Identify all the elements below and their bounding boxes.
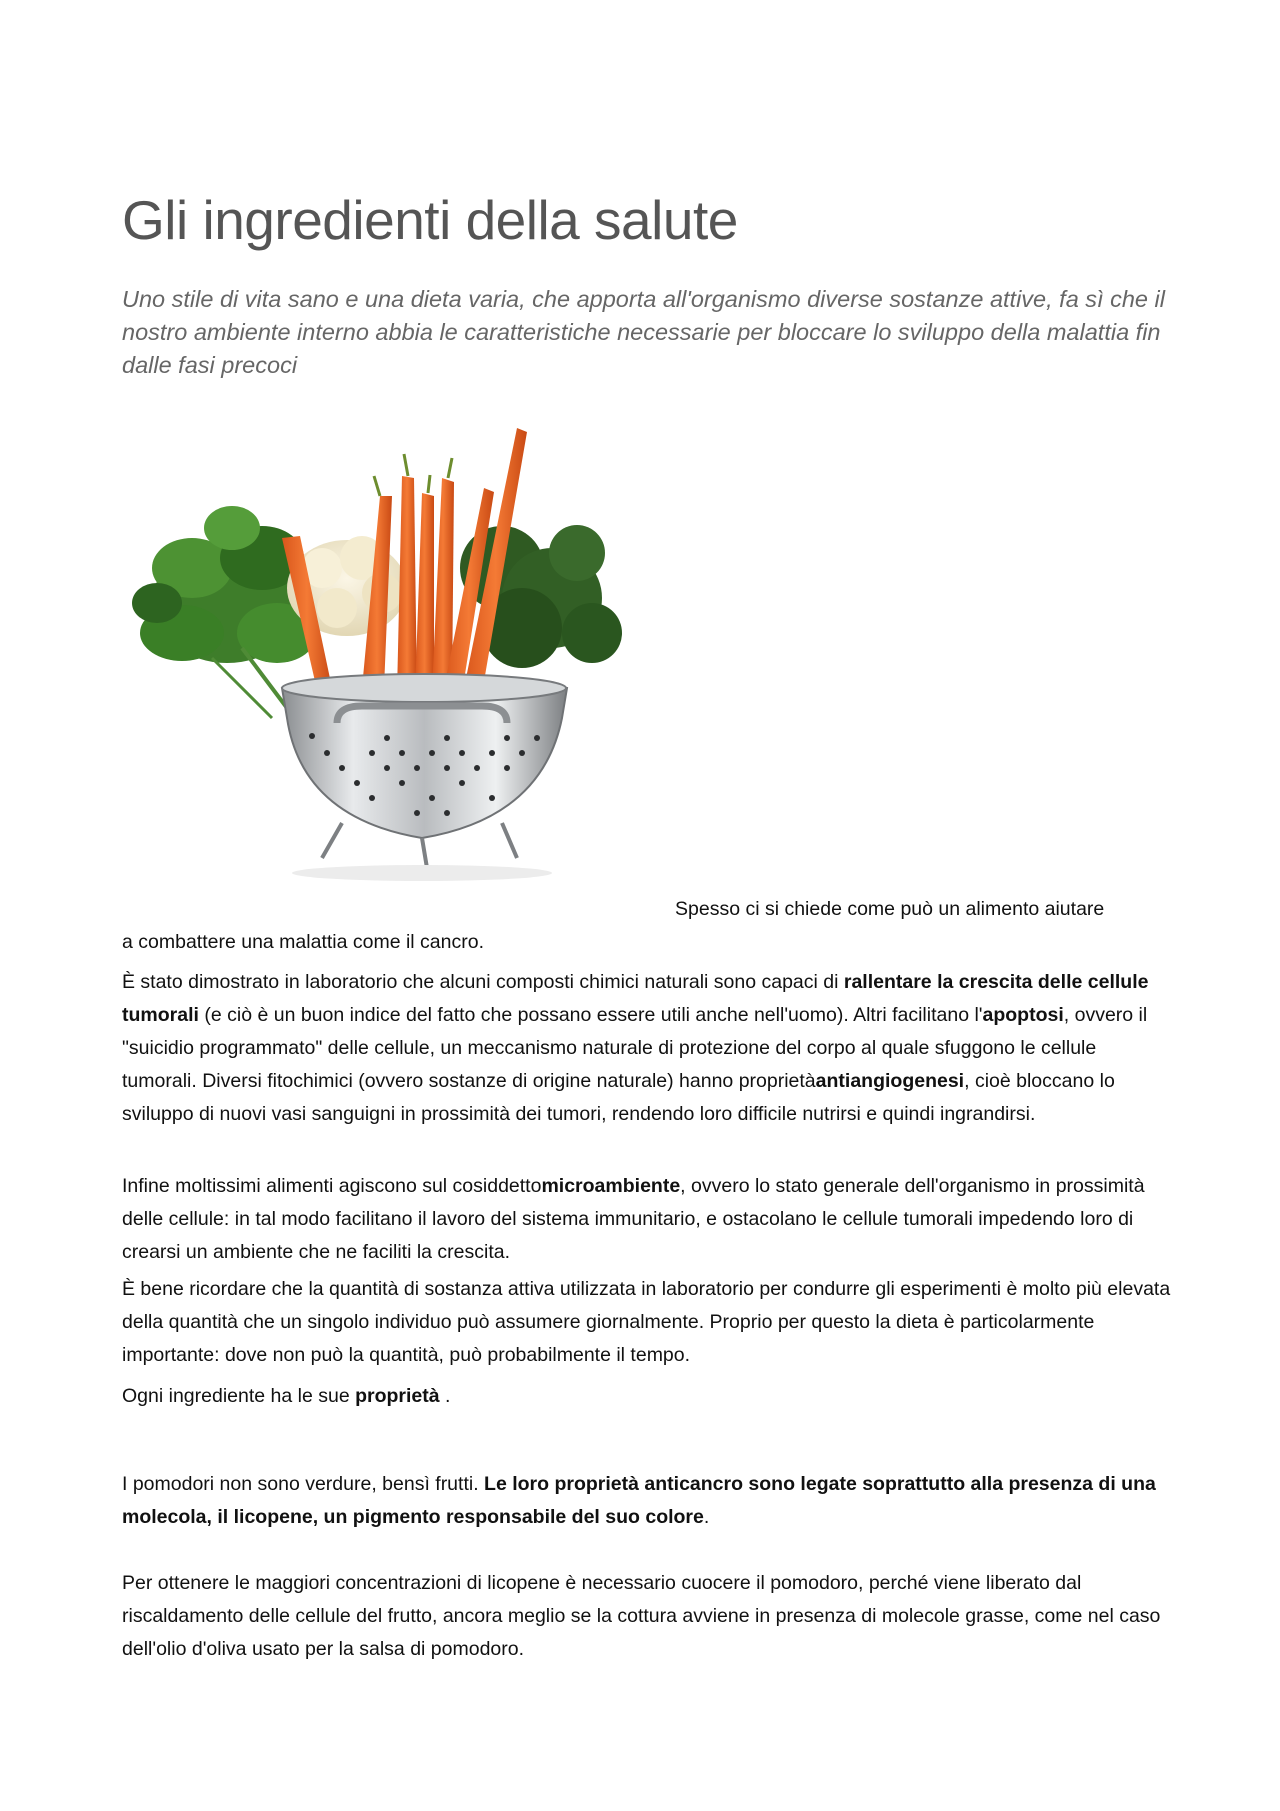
colander-icon bbox=[282, 674, 567, 881]
paragraph-5: I pomodori non sono verdure, bensì frutti. Le loro proprietà anticancro sono legate soprattutto alla presenza di una molecola, il licopene, un pigmento responsabile del suo colore. bbox=[122, 1473, 1156, 1528]
paragraph-4: Ogni ingrediente ha le sue proprietà . bbox=[122, 1385, 451, 1407]
paragraph-6: Per ottenere le maggiori concentrazioni di licopene è necessario cuocere il pomodoro, perché viene liberato dal riscaldamento delle cellule del frutto, ancora meglio se la cottura avviene in presenza di molecole grasse, come nel caso dell'olio d'oliva usato per la salsa di pomodoro. bbox=[122, 1572, 1161, 1660]
paragraph-2: Infine moltissimi alimenti agiscono sul cosiddettomicroambiente, ovvero lo stato generale dell'organismo in prossimità delle cellule: in tal modo facilitano il lavoro del sistema immunitario, e ostacolano le cellule tumorali impedendo loro di crearsi un ambiente che ne faciliti la crescita. bbox=[122, 1175, 1145, 1263]
vegetable-colander-image bbox=[122, 418, 652, 923]
paragraph-3: È bene ricordare che la quantità di sostanza attiva utilizzata in laboratorio per condurre gli esperimenti è molto più elevata della quantità che un singolo individuo può assumere giornalmente. Proprio per questo la dieta è particolarmente importante: dove non può la quantità, può probabilmente il tempo. bbox=[122, 1278, 1171, 1366]
intro-continuation: a combattere una malattia come il cancro. bbox=[122, 931, 485, 953]
page-title: Gli ingredienti della salute bbox=[122, 189, 738, 251]
article-subtitle: Uno stile di vita sano e una dieta varia, che apporta all'organismo diverse sostanze attive, fa sì che il nostro ambiente interno abbia le caratteristiche necessarie per bloccare lo sviluppo della malattia fin dalle fasi precoci bbox=[122, 286, 1165, 378]
intro-caption: Spesso ci si chiede come può un alimento aiutare bbox=[675, 898, 1105, 920]
paragraph-1: È stato dimostrato in laboratorio che alcuni composti chimici naturali sono capaci di rallentare la crescita delle cellule tumorali (e ciò è un buon indice del fatto che possano essere utili anche nell'uomo). Altri facilitano l'apoptosi, ovvero il "suicidio programmato" delle cellule, un meccanismo naturale di protezione del corpo al quale sfuggono le cellule tumorali. Diversi fitochimici (ovvero sostanze di origine naturale) hanno proprietàantiangiogenesi, cioè bloccano lo sviluppo di nuovi vasi sanguigni in prossimità dei tumori, rendendo loro difficile nutrirsi e quindi ingrandirsi. bbox=[122, 971, 1149, 1125]
